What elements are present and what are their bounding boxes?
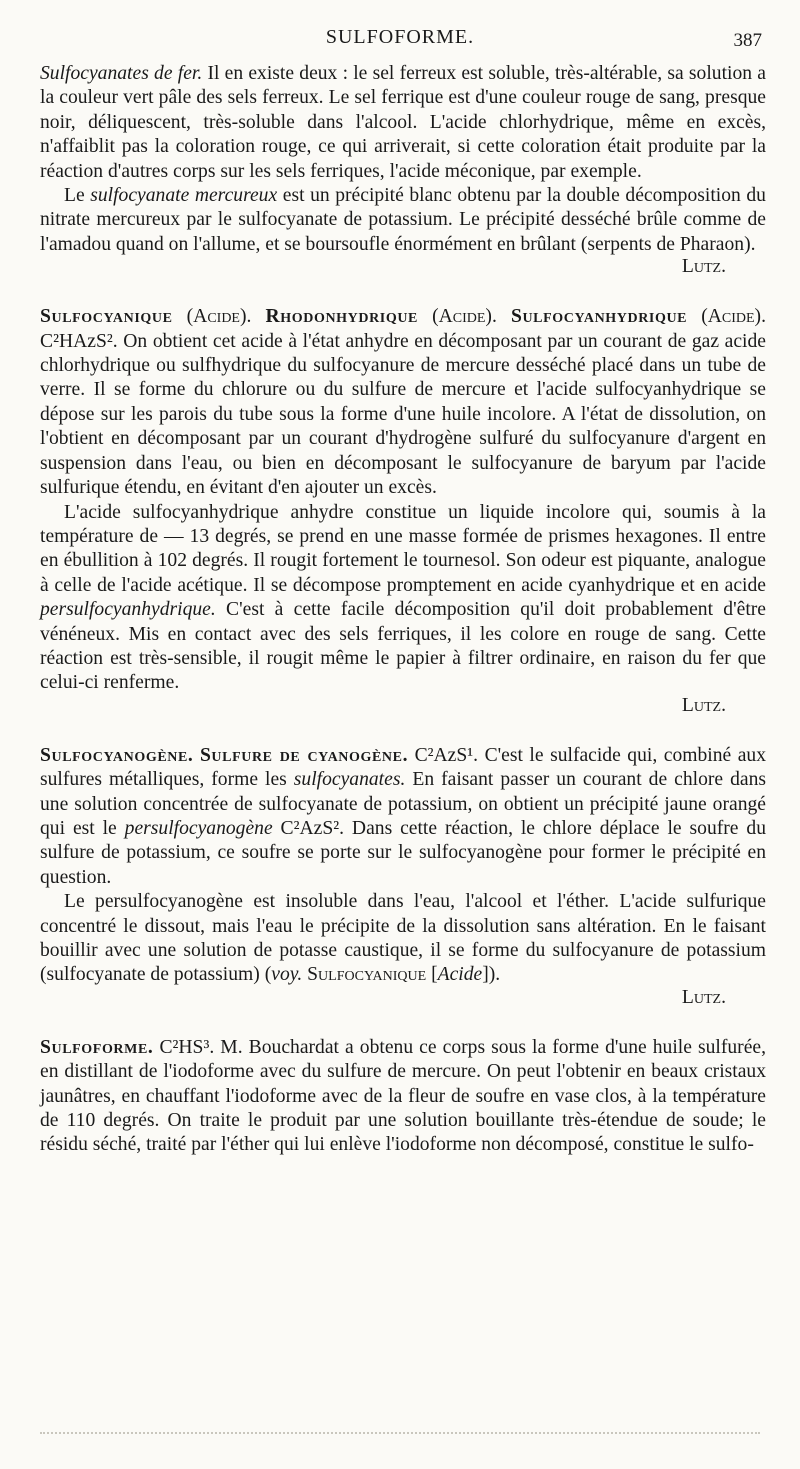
italic-term: Acide <box>437 964 483 986</box>
headword-qualifier: (Acide). <box>417 306 511 328</box>
entry-sulfoforme <box>40 1036 766 1158</box>
italic-term: persulfocyanhydrique. <box>40 599 216 621</box>
paragraph <box>40 184 766 257</box>
paragraph-text: Le persulfocyanogène est insoluble dans l'eau, l'alcool et l'éther. L'acide sulfurique concentré le dissout, mais l'eau le précipite de la dissolution sans altération. En le faisant bouillir avec une solution de potasse caustique, il se forme du sulfocyanure de potassium (sulfocyanate de potassium) ( <box>40 891 766 986</box>
headword-alternate: Rhodonhydrique <box>265 306 418 328</box>
entry-sulfocyanique <box>40 305 766 716</box>
headword-alternate: Sulfocyanhydrique <box>510 306 688 328</box>
chemical-formula: C²HAzS². <box>40 330 118 352</box>
paragraph <box>40 744 766 890</box>
headword-qualifier: (Acide). <box>172 306 266 328</box>
headword-qualifier: (Acide). <box>687 306 766 328</box>
chemical-formula: C²HS³. <box>159 1036 215 1058</box>
page-number: 387 <box>733 30 762 51</box>
entry-sulfocyanates-continued <box>40 62 766 277</box>
chemical-formula: C²AzS¹. <box>414 744 479 766</box>
paragraph <box>40 1036 766 1158</box>
body-text <box>40 62 766 1186</box>
sublabel-sulfocyanates-de-fer: Sulfocyanates de fer. <box>40 63 203 84</box>
paragraph-text: En faisant passer un courant de chlore dans une solution concentrée de sulfocyanate de potassium, on obtient un précipité jaune orangé qui est le <box>40 769 766 839</box>
paragraph <box>40 62 766 184</box>
author-signature: Lutz. <box>681 986 726 1008</box>
paragraph-text: Le <box>64 185 91 207</box>
headword: Sulfoforme. <box>40 1036 154 1058</box>
punctuation: [ <box>426 964 438 986</box>
headword-alternate: Sulfure de cyanogène. <box>199 744 409 766</box>
italic-term: sulfocyanates. <box>293 769 406 791</box>
paragraph-text: On obtient cet acide à l'état anhydre en décomposant par un courant de gaz acide chlorhydrique ou sulfhydrique du sulfocyanure de mercure desséché placé dans un tube de verre. Il se forme du chlorure ou du sulfure de mercure et l'acide sulfocyanhydrique se dépose sur les parois du tube sous la forme d'une huile incolore. A l'état de dissolution, on l'obtient en décomposant par un courant d'hydrogène sulfuré du sulfocyanure d'argent en suspension dans l'eau, ou bien en décomposant le sulfocyanure de baryum par l'acide sulfurique étendu, en évitant d'en ajouter un excès. <box>40 330 766 499</box>
paragraph-text: est un précipité blanc obtenu par la double décomposition du nitrate mercureux par le sulfocyanate de potassium. Le précipité desséché brûle comme de l'amadou quand on l'allume, et se boursoufle énormément en brûlant (serpents de Pharaon). <box>40 185 766 255</box>
cross-reference: Sulfocyanique <box>302 964 427 986</box>
paragraph-text: M. Bouchardat a obtenu ce corps sous la forme d'une huile sulfurée, en distillant de l'iodoforme avec du sulfure de mercure. On peut l'obtenir en beaux cristaux jaunâtres, en chauffant l'iodoforme avec de la fleur de soufre en vase clos, à la température de 110 degrés. On traite le produit par une solution bouillante très-étendue de soude; le résidu séché, traité par l'éther qui lui enlève l'iodoforme non décomposé, constitue le sulfo- <box>40 1036 766 1156</box>
headword: Sulfocyanique <box>40 306 173 328</box>
paragraph <box>40 890 766 988</box>
paragraph-text: C'est à cette facile décomposition qu'il doit probablement d'être vénéneux. Mis en contact avec des sels ferriques, il les colore en rouge de sang. Cette réaction est très-sensible, il rougit même le papier à filtrer ordinaire, en raison du fer que celui-ci renferme. <box>40 599 766 694</box>
punctuation: ]). <box>482 964 501 986</box>
running-header <box>0 26 800 56</box>
paragraph-text: L'acide sulfocyanhydrique anhydre constitue un liquide incolore qui, soumis à la température de — 13 degrés, se prend en une masse formée de prismes hexagones. Il entre en ébullition à 102 degrés. Il rougit fortement le tournesol. Son odeur est piquante, analogue à celle de l'acide acétique. Il se décompose promptement en acide cyanhydrique et en acide <box>40 501 766 596</box>
author-signature: Lutz. <box>681 694 726 716</box>
paragraph-text: Il en existe deux : le sel ferreux est soluble, très-altérable, sa solution a la couleur vert pâle des sels ferreux. Le sel ferrique est d'une couleur rouge de sang, presque noir, déliquescent, très-soluble dans l'alcool. L'acide chlorhydrique, même en excès, n'affaiblit pas la coloration rouge, ce qui arriverait, si cette coloration était produite par la réaction d'autres corps sur les sels ferriques, l'acide méconique, par exemple. <box>40 63 766 182</box>
headword: Sulfocyanogène. <box>40 744 194 766</box>
paragraph-text: C²AzS². Dans cette réaction, le chlore déplace le soufre du sulfure de potassium, ce soufre se porte sur le sulfocyanogène pour former le précipité en question. <box>40 817 766 888</box>
author-signature: Lutz. <box>681 256 726 278</box>
paragraph-text: C'est le sulfacide qui, combiné aux sulfures métalliques, forme les <box>40 744 767 791</box>
italic-term: voy. <box>271 964 303 986</box>
entry-sulfocyanogene <box>40 744 766 1008</box>
footer-print-artifact <box>40 1432 760 1436</box>
italic-term: persulfocyanogène <box>124 817 273 839</box>
sublabel-sulfocyanate-mercureux: sulfocyanate mercureux <box>90 185 278 207</box>
running-title: SULFOFORME. <box>325 26 475 48</box>
paragraph <box>40 501 766 696</box>
paragraph <box>40 305 766 500</box>
